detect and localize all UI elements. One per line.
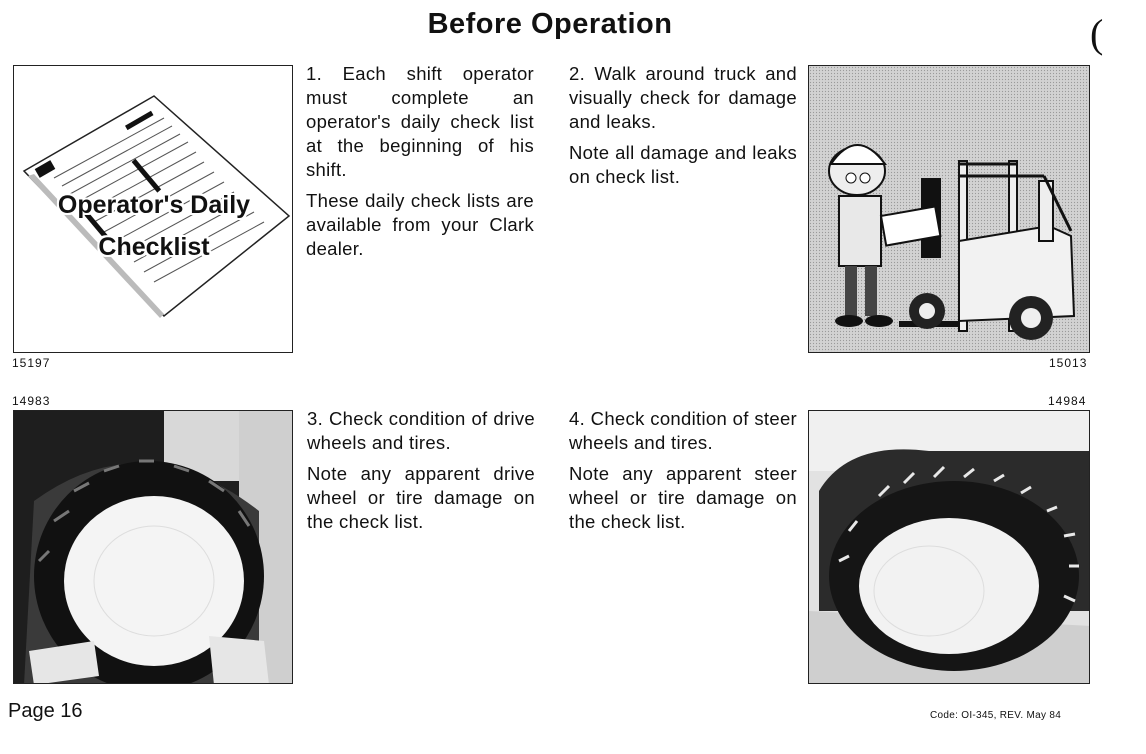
figure-id-4: 14984 [1048, 394, 1087, 408]
drive-wheel-photo [13, 410, 293, 684]
figure-id-2: 15013 [1049, 356, 1088, 370]
document-code: Code: OI-345, REV. May 84 [930, 710, 1062, 721]
step-2-instruction: 2. Walk around truck and visually check for damage and leaks. [569, 63, 797, 132]
forklift-inspection-illustration [808, 65, 1090, 353]
step-3-note: Note any apparent drive wheel or tire damage on the check list. [307, 463, 535, 532]
page-title: Before Operation [427, 8, 673, 40]
step-3-text [307, 407, 535, 541]
step-4-instruction: 4. Check condition of steer wheels and tires. [569, 408, 797, 453]
steer-wheel-photo [808, 410, 1090, 684]
drive-wheel-icon [14, 411, 293, 684]
checklist-illustration [13, 65, 293, 353]
step-1-text [306, 62, 534, 268]
step-1-note: These daily check lists are available from your Clark dealer. [306, 190, 534, 259]
checklist-label-line2: Checklist [98, 233, 210, 261]
step-2-note: Note all damage and leaks on check list. [569, 142, 797, 187]
figure-id-1: 15197 [12, 356, 51, 370]
figure-id-3: 14983 [12, 394, 51, 408]
margin-mark: ( [1090, 11, 1104, 56]
steer-wheel-icon [809, 411, 1090, 684]
step-1-instruction: 1. Each shift operator must complete an operator's daily check list at the beginning of his shift. [306, 63, 534, 180]
step-3-instruction: 3. Check condition of drive wheels and tires. [307, 408, 535, 453]
page-number: Page 16 [8, 700, 83, 722]
step-2-text [569, 62, 797, 196]
checklist-label-line1: Operator's Daily [57, 191, 251, 219]
step-4-note: Note any apparent steer wheel or tire damage on the check list. [569, 463, 797, 532]
forklift-operator-icon [809, 66, 1090, 353]
step-4-text [569, 407, 797, 541]
